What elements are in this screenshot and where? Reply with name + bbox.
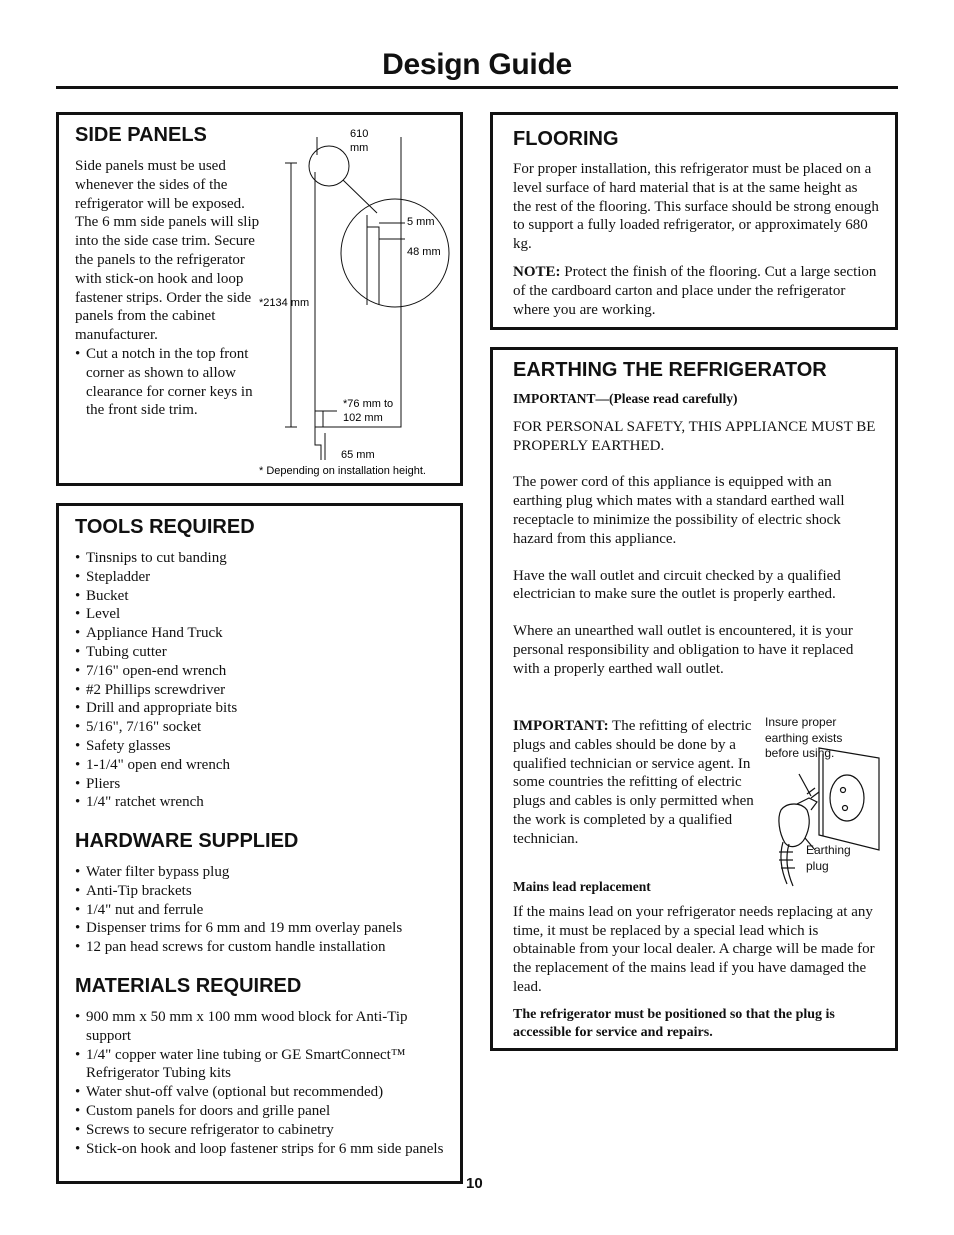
mains-text: If the mains lead on your refrigerator needs replacing at any time, it must be replaced by a special lead which is obtainable from your local dealer. A charge will be made for the replacement of the mains lead if you have damaged the lead. (513, 903, 875, 995)
flooring-text: For proper installation, this refrigerator must be placed on a level surface of hard material that is at the same height as the rest of the flooring. This surface should be strong enough to support a fully loaded refrigerator, or approximately 680 kg. (513, 161, 879, 253)
earthing-important-2-label: IMPORTANT: (513, 718, 609, 734)
earthing-para-3: Where an unearthed wall outlet is encountered, it is your personal responsibility and obligation to have it replaced with a properly earthed wall outlet. (513, 623, 854, 677)
earthing-important-2-text: The refitting of electric plugs and cables should be done by a qualified technician or service agent. In some countries the refitting of electric plugs and cables is only permitted when the work is completed by a qualified technician. (513, 718, 754, 847)
diagram-gap-label-1: *76 mm to (343, 398, 394, 410)
flooring-box (490, 112, 898, 330)
earthing-final-note: The refrigerator must be positioned so that the plug is accessible for service and repairs. (513, 1006, 835, 1041)
side-panels-bullets (75, 345, 261, 420)
materials-list-item: • 1/4" copper water line tubing or GE SmartConnect™ Refrigerator Tubing kits (75, 1046, 455, 1084)
materials-list-item: • 900 mm x 50 mm x 100 mm wood block for Anti-Tip support (75, 1008, 455, 1046)
requirements-box (56, 503, 463, 1184)
materials-list (75, 1008, 455, 1158)
side-panels-box (56, 112, 463, 486)
tools-list-item: • 1-1/4" open end wrench (75, 756, 455, 775)
diagram-48mm-label: 48 mm (407, 246, 441, 258)
diagram-height-label: *2134 mm (259, 297, 310, 309)
tools-list-item: • Tubing cutter (75, 643, 455, 662)
flooring-note-text: Protect the finish of the flooring. Cut a large section of the cardboard carton and place under the refrigerator where you are working. (513, 263, 877, 318)
hardware-list-item: • 1/4" nut and ferrule (75, 901, 459, 920)
flooring-heading: FLOORING (513, 128, 619, 150)
tools-list-item: • Bucket (75, 587, 455, 606)
flooring-note (513, 263, 879, 319)
tools-list-item: • Drill and appropriate bits (75, 699, 455, 718)
title-rule (56, 86, 898, 89)
hardware-list (75, 863, 459, 957)
diagram-width-label-2: mm (350, 142, 369, 154)
tools-list (75, 549, 455, 812)
figure-label-bottom: Earthing plug (806, 843, 851, 873)
materials-list-item: • Custom panels for doors and grille panel (75, 1102, 455, 1121)
figure-label-top: Insure proper earthing exists before using. (765, 715, 843, 761)
hardware-list-item: • Water filter bypass plug (75, 863, 459, 882)
hardware-list-item: • Anti-Tip brackets (75, 882, 459, 901)
diagram-gap-label-2: 102 mm (343, 412, 383, 424)
earthing-heading: EARTHING THE REFRIGERATOR (513, 359, 827, 381)
earthing-para-1: The power cord of this appliance is equipped with an earthing plug which mates with a standard earthed wall receptacle to minimize the possibility of electric shock hazard from this appliance. (513, 474, 845, 547)
side-panels-heading: SIDE PANELS (75, 124, 207, 146)
diagram-bottom-label: 65 mm (341, 449, 375, 461)
tools-list-item: • 5/16", 7/16" socket (75, 718, 455, 737)
tools-list-item: • #2 Phillips screwdriver (75, 681, 455, 700)
earthing-para-2: Have the wall outlet and circuit checked by a qualified electrician to make sure the outlet is properly earthed. (513, 567, 841, 603)
flooring-note-label: NOTE: (513, 263, 561, 280)
side-panel-notch-diagram (255, 115, 463, 485)
tools-heading: TOOLS REQUIRED (75, 516, 255, 538)
diagram-width-label-1: 610 (350, 128, 369, 140)
hardware-list-item: • 12 pan head screws for custom handle installation (75, 938, 459, 957)
side-panels-text: Side panels must be used whenever the sides of the refrigerator will be exposed. The 6 mm side panels will slip into the side case trim. Secure the panels to the refrigerator with stick-on hook and loop fastener strips. Order the side panels from the cabinet manufacturer. (75, 158, 260, 344)
tools-list-item: • 1/4" ratchet wrench (75, 793, 455, 812)
earthing-important-2 (513, 717, 755, 849)
tools-list-item: • Stepladder (75, 568, 455, 587)
materials-list-item: • Stick-on hook and loop fastener strips for 6 mm side panels (75, 1140, 455, 1159)
mains-heading: Mains lead replacement (513, 879, 651, 894)
diagram-5mm-label: 5 mm (407, 216, 435, 228)
diagram-footnote: * Depending on installation height. (259, 465, 426, 477)
tools-list-item: • Pliers (75, 775, 455, 794)
materials-heading: MATERIALS REQUIRED (75, 975, 302, 997)
hardware-list-item: • Dispenser trims for 6 mm and 19 mm overlay panels (75, 919, 459, 938)
earthing-box (490, 347, 898, 1051)
earthing-important-heading: IMPORTANT—(Please read carefully) (513, 391, 738, 406)
earthing-plug-illustration (767, 738, 883, 888)
materials-list-item: • Water shut-off valve (optional but recommended) (75, 1083, 455, 1102)
tools-list-item: • Appliance Hand Truck (75, 624, 455, 643)
page-number: 10 (466, 1175, 483, 1192)
earthing-safety-text: FOR PERSONAL SAFETY, THIS APPLIANCE MUST BE PROPERLY EARTHED. (513, 418, 876, 454)
tools-list-item: • Level (75, 605, 455, 624)
tools-list-item: • Safety glasses (75, 737, 455, 756)
materials-list-item: • Screws to secure refrigerator to cabinetry (75, 1121, 455, 1140)
side-panels-bullet: • Cut a notch in the top front corner as shown to allow clearance for corner keys in the front side trim. (75, 345, 261, 420)
tools-list-item: • Tinsnips to cut banding (75, 549, 455, 568)
hardware-heading: HARDWARE SUPPLIED (75, 830, 299, 852)
tools-list-item: • 7/16" open-end wrench (75, 662, 455, 681)
page-title: Design Guide (382, 48, 572, 81)
